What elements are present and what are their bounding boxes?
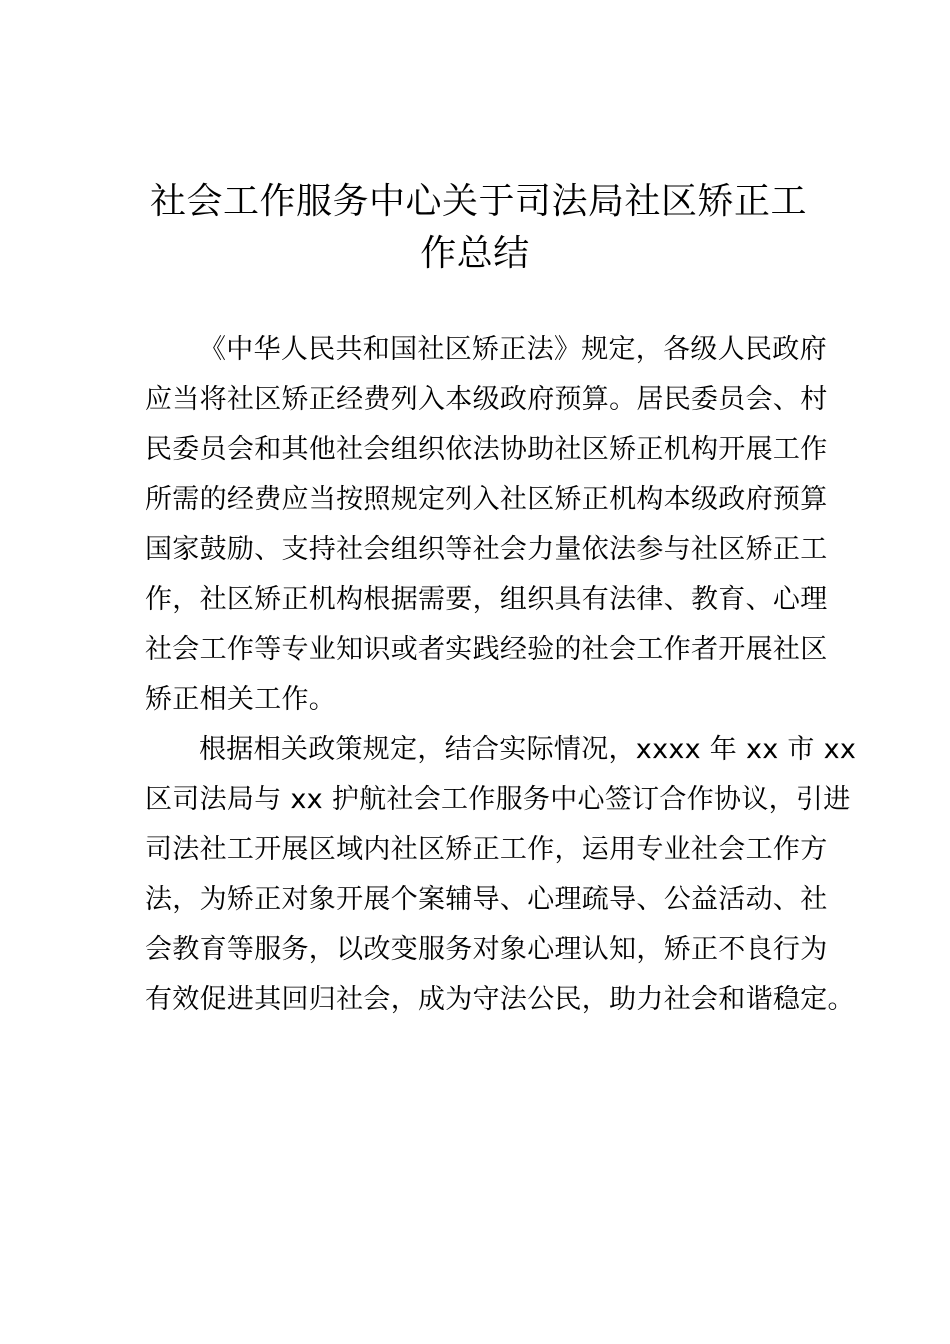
paragraph-line: 应当将社区矫正经费列入本级政府预算。居民委员会、村 — [145, 384, 828, 415]
paragraph-line: 区司法局与 xx 护航社会工作服务中心签订合作协议，引进 — [145, 784, 851, 815]
paragraph-line: 法，为矫正对象开展个案辅导、心理疏导、公益活动、社 — [145, 884, 828, 915]
paragraph-line: 国家鼓励、支持社会组织等社会力量依法参与社区矫正工 — [145, 534, 828, 565]
paragraph-line: 有效促进其回归社会，成为守法公民，助力社会和谐稳定。 — [145, 984, 855, 1015]
title-line-1: 社会工作服务中心关于司法局社区矫正工 — [150, 181, 808, 222]
title-line-2: 作总结 — [420, 233, 530, 274]
paragraph-line: 根据相关政策规定，结合实际情况，xxxx 年 xx 市 xx — [199, 734, 857, 765]
paragraph-line: 所需的经费应当按照规定列入社区矫正机构本级政府预算 — [145, 484, 828, 515]
paragraph-line: 矫正相关工作。 — [145, 684, 337, 715]
paragraph-1 — [145, 325, 828, 725]
paragraph-line: 《中华人民共和国社区矫正法》规定，各级人民政府 — [199, 334, 827, 365]
document-body — [145, 325, 857, 1025]
paragraph-line: 司法社工开展区域内社区矫正工作，运用专业社会工作方 — [145, 834, 828, 865]
paragraph-line: 会教育等服务，以改变服务对象心理认知，矫正不良行为 — [145, 934, 828, 965]
paragraph-line: 社会工作等专业知识或者实践经验的社会工作者开展社区 — [145, 634, 828, 665]
paragraph-line: 作，社区矫正机构根据需要，组织具有法律、教育、心理 — [145, 584, 828, 615]
document-title — [150, 176, 808, 280]
paragraph-2 — [145, 725, 857, 1025]
paragraph-line: 民委员会和其他社会组织依法协助社区矫正机构开展工作 — [145, 434, 828, 465]
